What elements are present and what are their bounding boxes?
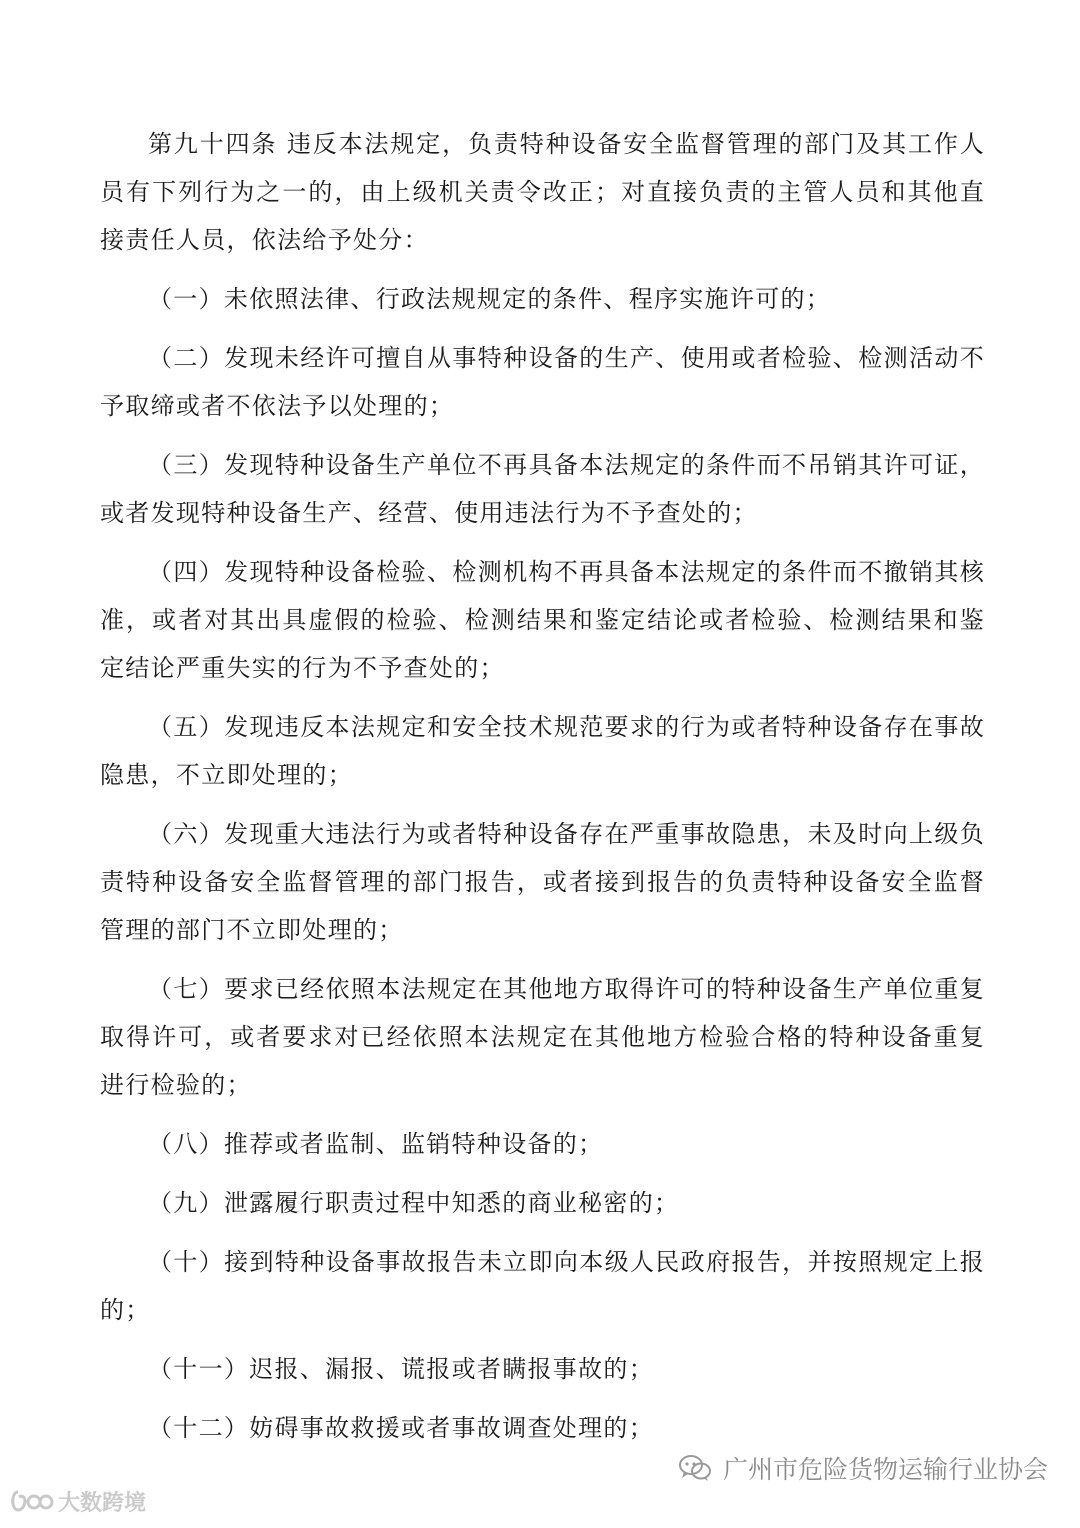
wechat-account-watermark: [677, 1448, 1048, 1488]
document-page: [100, 120, 985, 1463]
paragraph-item-10: （十）接到特种设备事故报告未立即向本级人民政府报告，并按照规定上报的；: [100, 1248, 985, 1324]
site-brand-name: 大数跨境: [58, 1490, 147, 1516]
brand-logo-icon: [8, 1488, 54, 1514]
paragraph-item-11: （十一）迟报、漏报、谎报或者瞒报事故的；: [148, 1355, 654, 1383]
paragraph-item-12: （十二）妨碍事故救援或者事故调查处理的；: [148, 1414, 654, 1442]
paragraph-item-7: （七）要求已经依照本法规定在其他地方取得许可的特种设备生产单位重复取得许可，或者要求对已经依照本法规定在其他地方检验合格的特种设备重复进行检验的；: [100, 975, 985, 1099]
paragraph-item-8: （八）推荐或者监制、监销特种设备的；: [148, 1130, 604, 1158]
paragraph-item-3: （三）发现特种设备生产单位不再具备本法规定的条件而不吊销其许可证，或者发现特种设备生产、经营、使用违法行为不予查处的；: [100, 451, 985, 527]
wechat-account-name: 广州市危险货物运输行业协会: [722, 1455, 1048, 1484]
paragraph-item-1: （一）未依照法律、行政法规规定的条件、程序实施许可的；: [148, 285, 832, 313]
paragraph-article-94: 第九十四条 违反本法规定，负责特种设备安全监督管理的部门及其工作人员有下列行为之一的，由上级机关责令改正；对直接负责的主管人员和其他直接责任人员，依法给予处分：: [100, 130, 985, 254]
paragraph-item-9: （九）泄露履行职责过程中知悉的商业秘密的；: [148, 1189, 680, 1217]
paragraph-item-2: （二）发现未经许可擅自从事特种设备的生产、使用或者检验、检测活动不予取缔或者不依法予以处理的；: [100, 344, 985, 420]
paragraph-item-4: （四）发现特种设备检验、检测机构不再具备本法规定的条件而不撤销其核准，或者对其出具虚假的检验、检测结果和鉴定结论或者检验、检测结果和鉴定结论严重失实的行为不予查处的；: [100, 558, 985, 682]
wechat-icon: [677, 1453, 713, 1483]
paragraph-item-6: （六）发现重大违法行为或者特种设备存在严重事故隐患，未及时向上级负责特种设备安全监督管理的部门报告，或者接到报告的负责特种设备安全监督管理的部门不立即处理的；: [100, 820, 985, 944]
paragraph-item-5: （五）发现违反本法规定和安全技术规范要求的行为或者特种设备存在事故隐患，不立即处理的；: [100, 713, 985, 789]
site-brand-watermark: [8, 1484, 146, 1518]
